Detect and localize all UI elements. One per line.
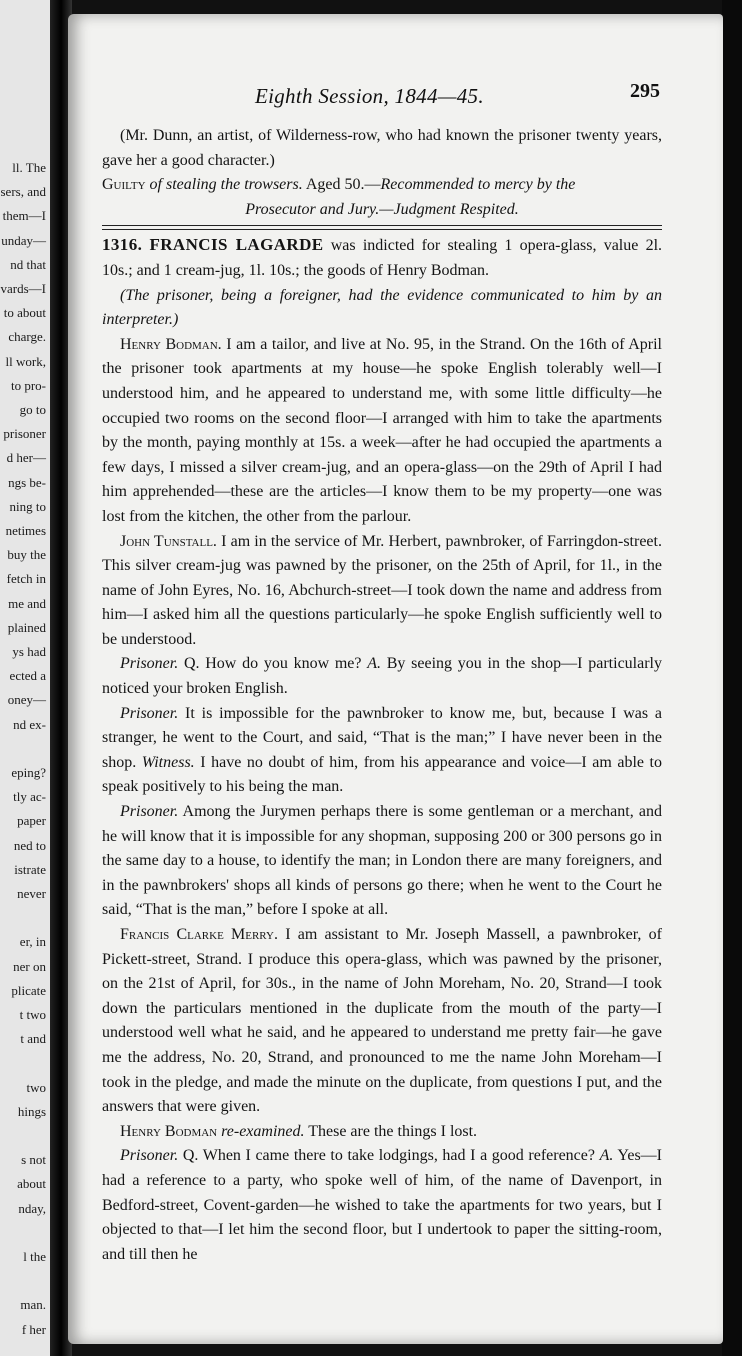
verdict-age: Aged 50.— [302, 176, 381, 194]
previous-page-fragment: ll work, [5, 353, 46, 369]
previous-page-edge [0, 0, 50, 1356]
previous-page-fragment: ys had [12, 644, 46, 659]
testimony-text: I am in the service of Mr. Herbert, pawnbroker, of Farringdon-street. This silver cream-jug was pawned by the prisoner, on the 25th of April, for 1l., in the name of John Eyres, No. 16, Abchurch-street—I took down the name and address from him—I asked him all the questions particularly—he spoke English sufficiently well to be understood. [102, 532, 662, 648]
previous-page-fragment: ner on [13, 958, 46, 974]
previous-page-fragment: paper [17, 813, 46, 829]
previous-page-fragment: sers, and [0, 184, 46, 200]
previous-page-fragment: eping? [11, 765, 46, 780]
previous-page-fragment: l the [23, 1249, 46, 1264]
verdict-line-2: Prosecutor and Jury.—Judgment Respited. [245, 200, 519, 218]
character-note [102, 124, 662, 173]
testimony-text: I am assistant to Mr. Joseph Massell, a pawnbroker, of Pickett-street, Strand. I produce this opera-glass, which was pawned by the prisoner, on the 21st of April, for 30s., in the name of John Moreham, No. 20, Strand—I took down the particulars mentioned in the duplicate from the mouth of the party—I understood well what he said, and he appeared to understand me pretty fair—he gave me the address, No. 20, Strand, and pronounced to me the name John Moreham—I took in the pledge, and made the minute on the duplicate, from questions I put, and the answers that were given. [102, 926, 662, 1116]
previous-page-fragment: to pro- [10, 377, 46, 393]
speaker-label: Prisoner. [120, 1147, 179, 1165]
running-title: Eighth Session, 1844—45. [255, 84, 484, 108]
previous-page-fragment: fetch in [6, 571, 46, 587]
testimony-merry [102, 923, 662, 1120]
previous-page-fragment: plained [7, 619, 46, 635]
previous-page-fragment: f her [21, 1321, 46, 1337]
previous-page-fragment: nday, [18, 1200, 46, 1216]
defendant-name: FRANCIS LAGARDE [149, 235, 324, 255]
cross-exam-2 [102, 702, 662, 800]
previous-page-fragment: nd that [10, 256, 46, 272]
case-number: 1316. [102, 235, 143, 255]
previous-page-fragment: istrate [14, 861, 46, 877]
interpreter-note: (The prisoner, being a foreigner, had the evidence communicated to him by an interpreter.) [102, 286, 662, 329]
previous-page-fragment: two [26, 1079, 46, 1095]
verdict [102, 173, 662, 198]
page-number: 295 [630, 80, 660, 102]
previous-page-fragment: unday— [1, 232, 46, 248]
previous-page-fragment: netimes [5, 523, 46, 538]
previous-page-fragment: prisoner [3, 426, 46, 442]
previous-page-fragment: t two [19, 1007, 46, 1022]
witness-label: Witness. [141, 753, 195, 771]
question-text: Q. When I came there to take lodgings, had I a good reference? [178, 1147, 600, 1165]
previous-page-fragment: s not [21, 1152, 46, 1168]
question-text: Q. How do you know me? [178, 655, 368, 673]
section-rule-2 [102, 229, 662, 230]
previous-page-fragment: ected a [9, 668, 46, 684]
previous-page-fragment: oney— [7, 692, 46, 708]
witness-name: Henry Bodman [120, 1122, 218, 1140]
cross-exam-4 [102, 1144, 662, 1267]
previous-page-fragment: ll. The [12, 160, 46, 175]
previous-page-fragment: tly ac- [13, 789, 46, 805]
previous-page-fragment: er, in [19, 934, 46, 950]
witness-name: Henry Bodman. [120, 335, 222, 353]
previous-page-fragment: vards—I [0, 281, 46, 296]
verdict-offence: of stealing the trowsers. [145, 176, 303, 194]
previous-page-fragment: to about [3, 305, 46, 321]
character-note-text: (Mr. Dunn, an artist, of Wilderness-row, who had known the prisoner twenty years, gave her a good character.) [102, 127, 662, 169]
page-body [102, 124, 662, 1267]
previous-page-fragment: t and [20, 1031, 46, 1047]
previous-page-fragment: me and [8, 595, 46, 611]
answer-label: A. [599, 1147, 614, 1165]
previous-page-fragment: buy the [7, 547, 46, 563]
previous-page-fragment: plicate [11, 982, 46, 998]
verdict-recommendation: Recommended to mercy by the [380, 176, 576, 194]
previous-page-fragment: hings [17, 1103, 46, 1119]
testimony-tunstall [102, 530, 662, 653]
answer-text: Yes—I had a reference to a party, who spoke well of him, of the name of Davenport, in Bedford-street, Covent-garden—he wished to take the apartments for two years, but I objected to that—I let him the second floor, but I undertook to paper the sitting-room, and till then he [102, 1147, 663, 1263]
previous-page-fragment: ned to [13, 837, 46, 853]
previous-page-fragment: d her— [6, 450, 46, 466]
section-rule [102, 225, 662, 226]
answer-text: I have no doubt of him, from his appearance and voice—I am able to speak positively to his being the man. [102, 753, 662, 796]
indictment-text: was indicted for stealing 1 opera-glass, value 2l. 10s.; and 1 cream-jug, 1l. 10s.; the goods of Henry Bodman. [102, 237, 663, 279]
re-examination [102, 1120, 662, 1145]
case-heading [102, 233, 662, 283]
scan-border [722, 0, 742, 1356]
answer-label: A. [367, 655, 382, 673]
previous-page-fragment: about [17, 1176, 46, 1192]
speaker-label: Prisoner. [120, 704, 179, 722]
cross-exam-1 [102, 652, 662, 701]
previous-page-fragment: ngs be- [8, 474, 46, 490]
previous-page-fragment: ning to [9, 498, 46, 514]
previous-page-fragment: them—I [2, 208, 46, 224]
previous-page-fragment: go to [19, 402, 46, 417]
statement-text: Among the Jurymen perhaps there is some gentleman or a merchant, and he will know that it is impossible for any shopman, supposing 200 or 300 persons go in the same day to a house, to identify the man; in London there are many foreigners, and in the pawnbrokers' shops all kinds of persons go there; when he went to the Court he said, “That is the man,” before I spoke at all. [102, 803, 662, 919]
testimony-bodman [102, 333, 662, 530]
previous-page-fragment: nd ex- [13, 716, 46, 732]
witness-name: Francis Clarke Merry. [120, 926, 278, 943]
statement-text: It is impossible for the pawnbroker to know me, but, because I was a stranger, he went to the Court, and said, “That is the man;” I have never been in the shop. [102, 704, 662, 771]
speaker-label: Prisoner. [120, 655, 179, 673]
previous-page-fragment: man. [20, 1297, 46, 1313]
testimony-text: These are the things I lost. [304, 1122, 478, 1140]
witness-name: John Tunstall. [120, 532, 217, 550]
verdict-guilty: Guilty [102, 176, 146, 194]
previous-page-fragment: charge. [8, 329, 46, 345]
testimony-text: I am a tailor, and live at No. 95, in the Strand. On the 16th of April the prisoner took apartments at my house—he spoke English tolerably well—I understood him, and he appeared to understand me, with some little difficulty—he occupied two rooms on the second floor—I arranged with him to take the apartments by the month, paying monthly at 15s. a week—after he had occupied the apartments a few days, I missed a silver cream-jug, and an opera-glass—on the 29th of April I had him apprehended—these are the articles—I know them to be my property—one was lost from the kitchen, the other from the parlour. [102, 335, 663, 525]
previous-page-fragment: never [17, 886, 46, 901]
speaker-label: Prisoner. [120, 803, 179, 821]
cross-exam-3 [102, 800, 662, 923]
re-examined-label: re-examined. [217, 1122, 305, 1140]
page-header [100, 70, 700, 110]
answer-text: By seeing you in the shop—I particularly noticed your broken English. [102, 655, 662, 698]
